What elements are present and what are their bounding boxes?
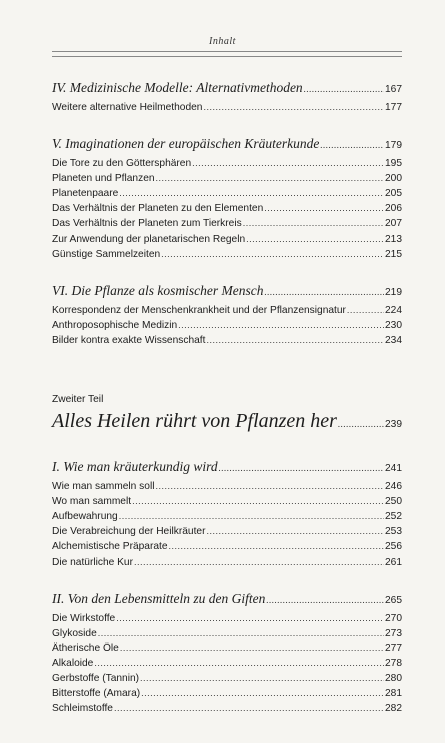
chapter-title: VI. Die Pflanze als kosmischer Mensch <box>52 282 264 298</box>
dot-leader <box>94 656 384 671</box>
dot-leader <box>161 247 384 262</box>
toc-chapter[interactable] <box>52 78 402 100</box>
dot-leader <box>264 201 384 216</box>
toc-entry[interactable] <box>52 509 402 524</box>
entry-title: Die Wirkstoffe <box>52 612 116 624</box>
entry-title: Anthroposophische Medizin <box>52 319 178 331</box>
entry-title: Weitere alternative Heilmethoden <box>52 102 203 113</box>
page-number: 282 <box>385 703 402 715</box>
dot-leader <box>169 539 384 554</box>
page-number: 280 <box>385 672 402 684</box>
entry-title: Alchemistische Präparate <box>52 541 168 553</box>
entry-title: Zur Anwendung der planetarischen Regeln <box>52 233 246 245</box>
dot-leader <box>120 641 384 656</box>
entry-title: Die Tore zu den Göttersphären <box>52 158 192 170</box>
entry-title: Korrespondenz der Menschenkrankheit und der Pflanzensignatur <box>52 304 346 316</box>
page-number: 224 <box>385 304 402 316</box>
page-number: 207 <box>385 218 402 230</box>
toc-entry[interactable] <box>52 479 402 494</box>
page-number: 219 <box>385 286 402 298</box>
entry-title: Aufbewahrung <box>52 511 118 523</box>
toc-entry[interactable] <box>52 701 402 716</box>
dot-leader <box>338 411 384 437</box>
dot-leader <box>219 458 384 478</box>
toc-entry[interactable] <box>52 611 402 626</box>
dot-leader <box>246 232 384 247</box>
page-number: 205 <box>385 188 402 200</box>
entry-title: Planetenpaare <box>52 188 119 200</box>
page-number: 277 <box>385 642 402 654</box>
toc-entry[interactable] <box>52 171 402 186</box>
entry-title: Alkaloide <box>52 657 94 669</box>
toc-entry[interactable] <box>52 656 402 671</box>
page-number: 213 <box>385 233 402 245</box>
dot-leader <box>155 479 384 494</box>
entry-title: Wie man sammeln soll <box>52 481 155 493</box>
header-rule-second <box>52 56 402 57</box>
dot-leader <box>98 626 384 641</box>
entry-title: Das Verhältnis der Planeten zu den Elementen <box>52 203 264 215</box>
toc-entry[interactable] <box>52 232 402 247</box>
running-head: Inhalt <box>209 36 236 47</box>
page-number: 270 <box>385 612 402 624</box>
entry-title: Bitterstoffe (Amara) <box>52 688 141 700</box>
header-rule <box>52 51 402 52</box>
toc-entry[interactable] <box>52 186 402 201</box>
toc-entry[interactable] <box>52 318 402 333</box>
page-number: 206 <box>385 203 402 215</box>
page-number: 273 <box>385 627 402 639</box>
toc-entry[interactable] <box>52 686 402 701</box>
page-number: 200 <box>385 173 402 185</box>
page-number: 234 <box>385 334 402 346</box>
page-number: 261 <box>385 556 402 568</box>
page-number: 230 <box>385 319 402 331</box>
chapter-title: V. Imaginationen der europäischen Kräuterkunde <box>52 136 320 152</box>
toc-chapter[interactable] <box>52 134 402 156</box>
dot-leader <box>140 671 384 686</box>
part-title-row[interactable] <box>52 408 402 438</box>
dot-leader <box>206 524 384 539</box>
dot-leader <box>203 100 384 115</box>
dot-leader <box>243 216 384 231</box>
chapter-title: IV. Medizinische Modelle: Alternativmethoden <box>52 80 303 95</box>
entry-title: Gerbstoffe (Tannin) <box>52 672 140 684</box>
toc-entry[interactable] <box>52 333 402 348</box>
dot-leader <box>119 509 384 524</box>
dot-leader <box>192 156 384 171</box>
page-number: 241 <box>385 463 402 475</box>
dot-leader <box>266 590 384 610</box>
entry-title: Schleimstoffe <box>52 703 113 715</box>
toc-entry[interactable] <box>52 247 402 262</box>
dot-leader <box>141 686 384 701</box>
toc-entry[interactable] <box>52 539 402 554</box>
page-number: 256 <box>385 541 402 553</box>
page-number: 265 <box>385 594 402 606</box>
dot-leader <box>116 611 384 626</box>
dot-leader <box>119 186 384 201</box>
page-number: 215 <box>385 248 402 260</box>
page-number: 253 <box>385 526 402 538</box>
page-number: 252 <box>385 511 402 523</box>
dot-leader <box>264 282 384 302</box>
toc-entry[interactable] <box>52 641 402 656</box>
toc-entry[interactable] <box>52 201 402 216</box>
page-number: 281 <box>385 688 402 700</box>
dot-leader <box>206 333 384 348</box>
toc-entry[interactable] <box>52 156 402 171</box>
toc-chapter[interactable] <box>52 281 402 303</box>
toc-entry[interactable] <box>52 626 402 641</box>
page-number: 179 <box>385 140 402 152</box>
toc-chapter[interactable] <box>52 589 402 611</box>
dot-leader <box>134 555 384 570</box>
entry-title: Das Verhältnis der Planeten zum Tierkreis <box>52 218 242 230</box>
entry-title: Die natürliche Kur <box>52 556 133 568</box>
entry-title: Ätherische Öle <box>52 642 119 654</box>
dot-leader <box>114 701 384 716</box>
toc-entry[interactable] <box>52 524 402 539</box>
entry-title: Wo man sammelt <box>52 496 132 508</box>
entry-title: Bilder kontra exakte Wissenschaft <box>52 334 206 346</box>
page-number: 250 <box>385 496 402 508</box>
page-number: 239 <box>385 419 402 431</box>
part-label: Zweiter Teil <box>52 394 104 406</box>
chapter-title: II. Von den Lebensmitteln zu den Giften <box>52 590 266 606</box>
dot-leader <box>132 494 384 509</box>
chapter-title: I. Wie man kräuterkundig wird <box>52 459 218 475</box>
page-number: 195 <box>385 158 402 170</box>
table-of-contents <box>52 78 402 716</box>
toc-entry[interactable] <box>52 216 402 231</box>
toc-chapter[interactable] <box>52 457 402 479</box>
dot-leader <box>320 135 384 155</box>
dot-leader <box>156 171 384 186</box>
dot-leader <box>347 303 384 318</box>
toc-entry[interactable] <box>52 100 402 115</box>
toc-entry[interactable] <box>52 303 402 318</box>
page-number: 246 <box>385 481 402 493</box>
part-title: Alles Heilen rührt von Pflanzen her <box>52 410 337 433</box>
page-number: 278 <box>385 657 402 669</box>
toc-entry[interactable] <box>52 494 402 509</box>
toc-entry[interactable] <box>52 671 402 686</box>
dot-leader <box>304 79 384 99</box>
entry-title: Günstige Sammelzeiten <box>52 248 161 260</box>
page-number: 167 <box>385 84 402 95</box>
dot-leader <box>178 318 384 333</box>
entry-title: Die Verabreichung der Heilkräuter <box>52 526 206 538</box>
entry-title: Planeten und Pflanzen <box>52 173 155 185</box>
toc-entry[interactable] <box>52 555 402 570</box>
page-number: 177 <box>385 102 402 113</box>
entry-title: Glykoside <box>52 627 97 639</box>
